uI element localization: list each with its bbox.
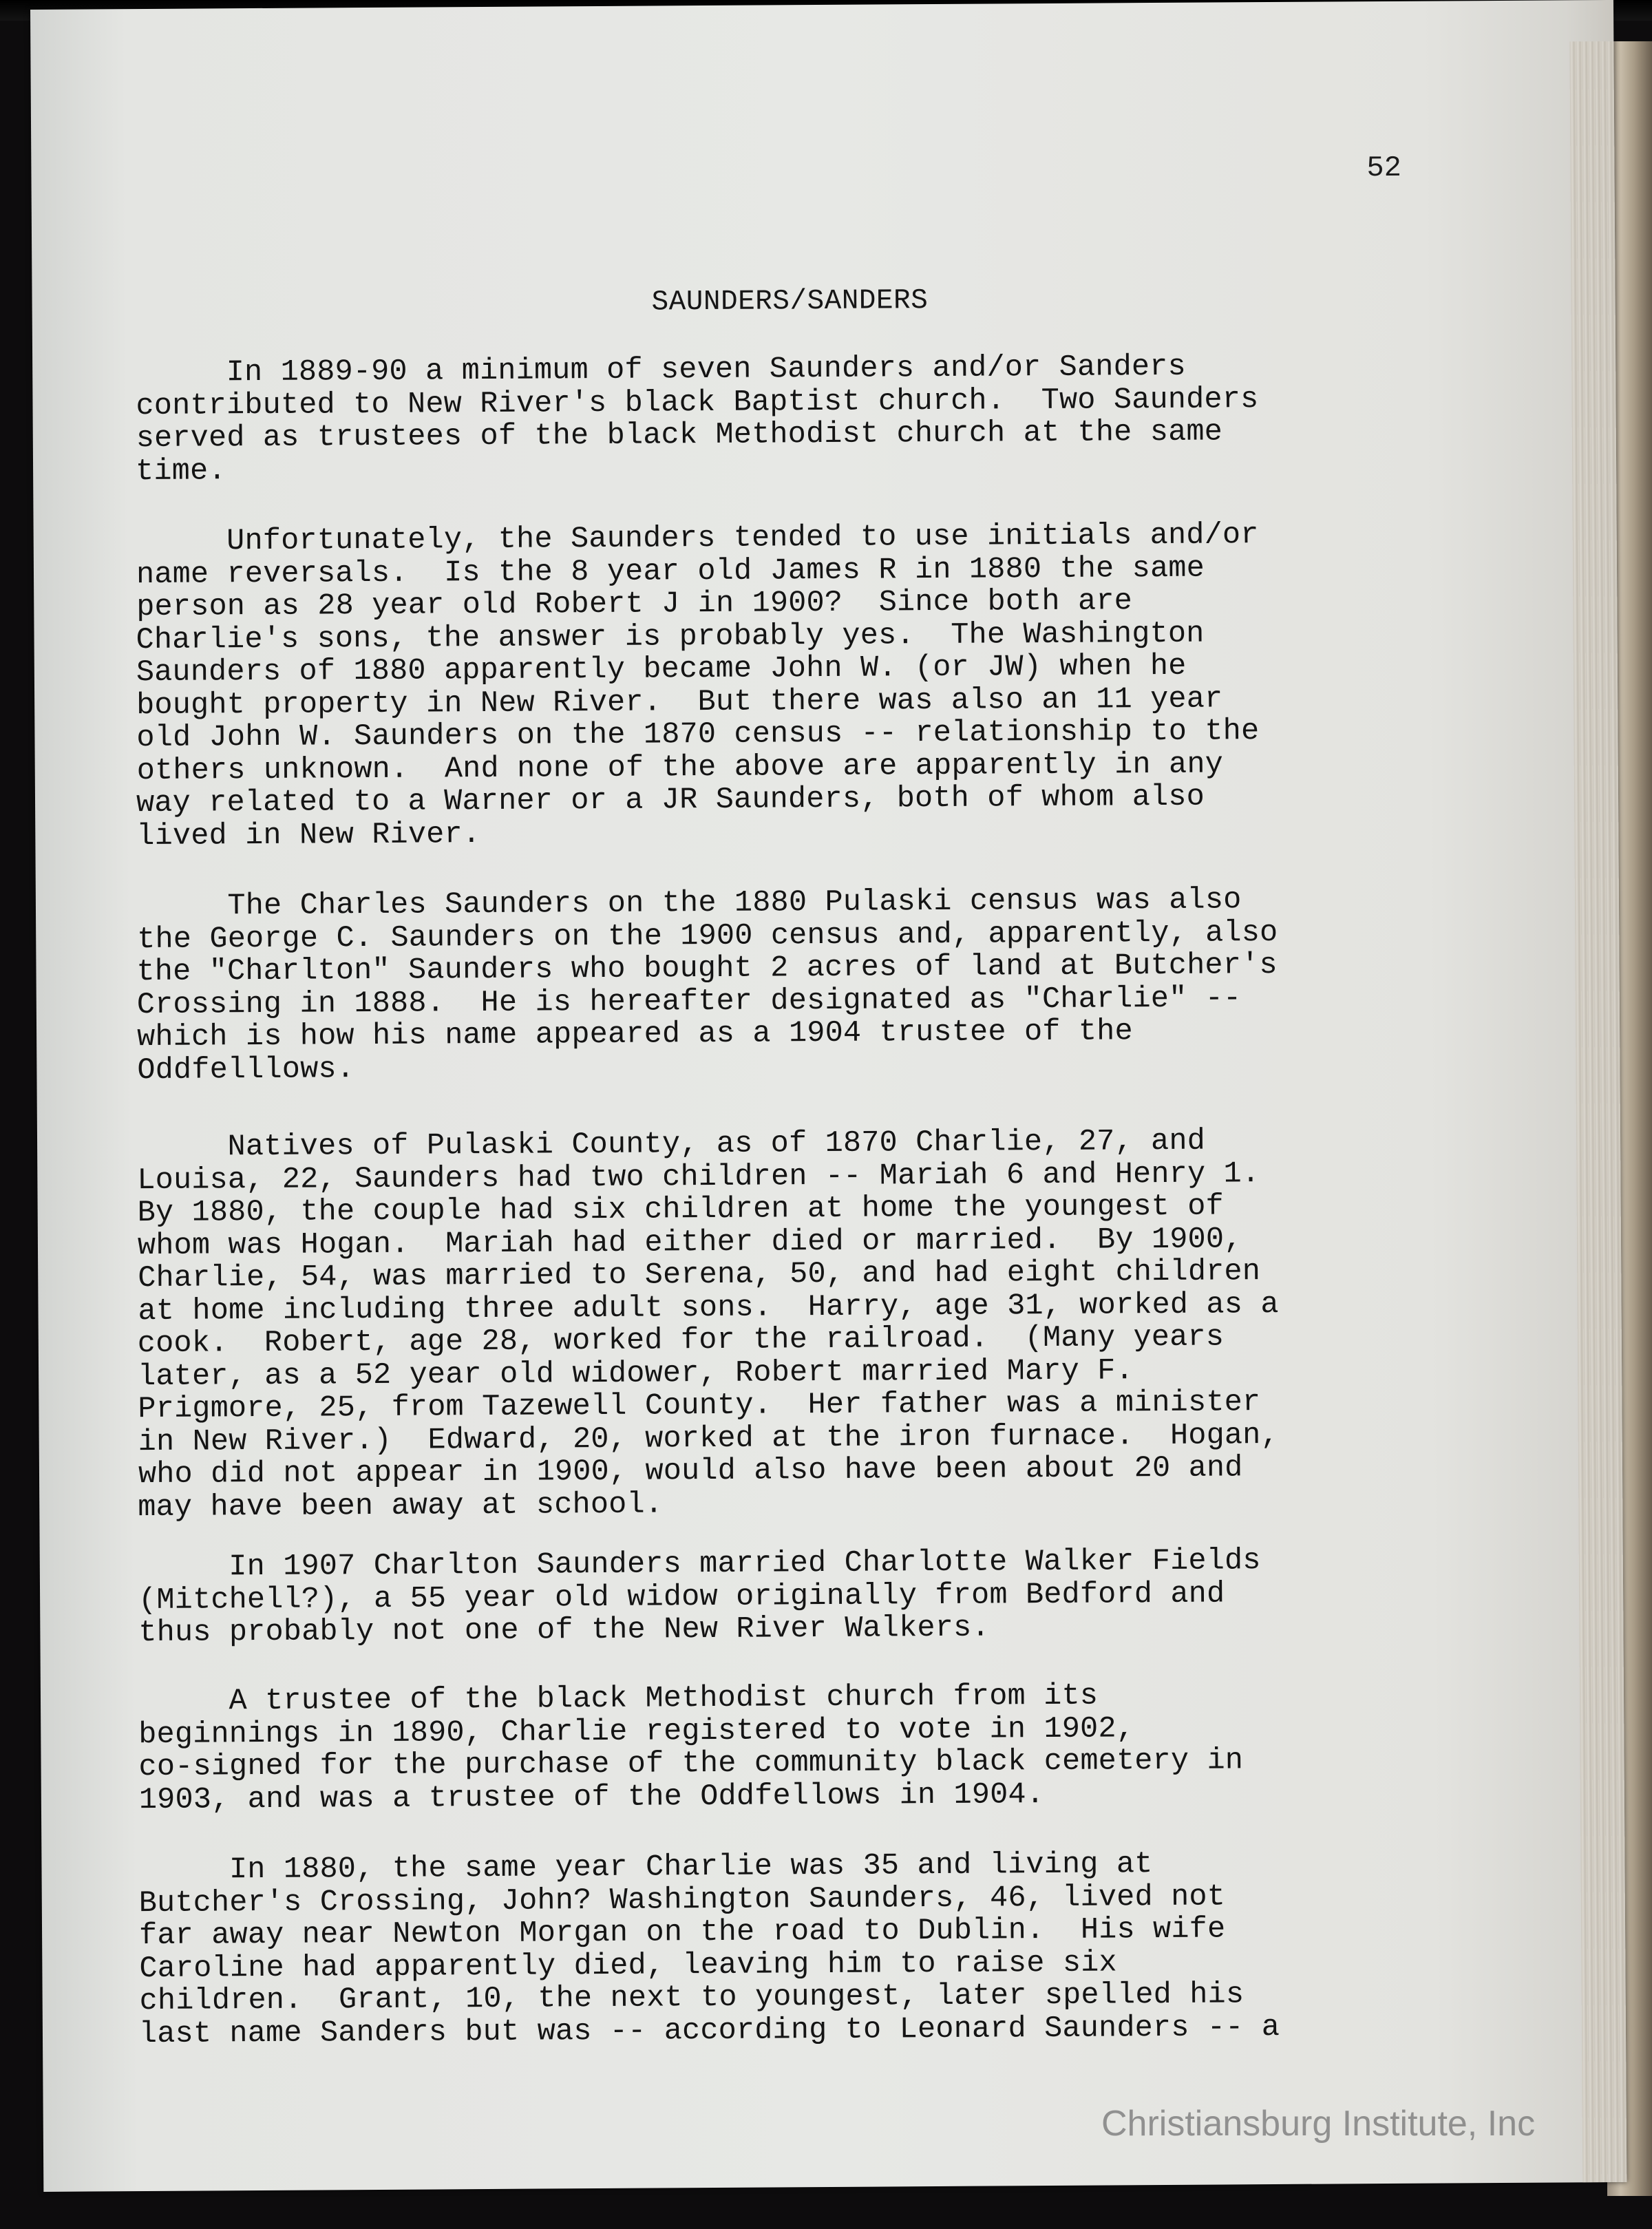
page-title: SAUNDERS/SANDERS bbox=[651, 285, 929, 319]
page-number: 52 bbox=[1366, 151, 1402, 185]
text-line: In 1907 Charlton Saunders married Charlotte Walker Fields bbox=[138, 1544, 1261, 1585]
text-line: bought property in New River. But there was also an 11 year bbox=[136, 682, 1223, 723]
text-line: In 1880, the same year Charlie was 35 and living at bbox=[138, 1848, 1153, 1888]
text-line: cook. Robert, age 28, worked for the railroad. (Many years bbox=[137, 1320, 1225, 1362]
text-line: in New River.) Edward, 20, worked at the iron furnace. Hogan, bbox=[138, 1418, 1280, 1459]
text-line: A trustee of the black Methodist church from its bbox=[138, 1679, 1099, 1720]
text-line: the George C. Saunders on the 1900 census and, apparently, also bbox=[137, 916, 1278, 957]
text-line: whom was Hogan. Mariah had either died or married. By 1900, bbox=[137, 1222, 1242, 1263]
text-line: lived in New River. bbox=[136, 817, 481, 854]
text-line: Saunders of 1880 apparently became John W. (or JW) when he bbox=[136, 649, 1187, 690]
text-line: served as trustees of the black Methodist church at the same bbox=[136, 415, 1223, 456]
text-line: way related to a Warner or a JR Saunders, both of whom also bbox=[136, 780, 1205, 821]
text-line: Charlie, 54, was married to Serena, 50, and had eight children bbox=[138, 1255, 1261, 1296]
text-line: old John W. Saunders on the 1870 census -- relationship to the bbox=[136, 715, 1260, 756]
text-line: Unfortunately, the Saunders tended to use initials and/or bbox=[136, 518, 1259, 560]
text-line: Prigmore, 25, from Tazewell County. Her father was a minister bbox=[138, 1386, 1261, 1427]
text-line: Charlie's sons, the answer is probably yes. The Washington bbox=[136, 617, 1205, 657]
text-line: beginnings in 1890, Charlie registered to vote in 1902, bbox=[138, 1711, 1135, 1752]
text-line: the "Charlton" Saunders who bought 2 acres of land at Butcher's bbox=[136, 948, 1278, 990]
document-page bbox=[30, 0, 1627, 2192]
text-line: By 1880, the couple had six children at home the youngest of bbox=[137, 1190, 1225, 1231]
text-line: later, as a 52 year old widower, Robert married Mary F. bbox=[137, 1353, 1134, 1394]
text-line: Natives of Pulaski County, as of 1870 Charlie, 27, and bbox=[136, 1124, 1206, 1165]
text-line: (Mitchell?), a 55 year old widow originally from Bedford and bbox=[138, 1576, 1225, 1618]
text-line: contributed to New River's black Baptist church. Two Saunders bbox=[136, 382, 1259, 423]
text-line: who did not appear in 1900, would also have been about 20 and bbox=[138, 1451, 1243, 1492]
text-line: children. Grant, 10, the next to youngest, later spelled his bbox=[139, 1978, 1245, 2019]
text-line: Crossing in 1888. He is hereafter designated as "Charlie" -- bbox=[136, 981, 1242, 1022]
text-line: last name Sanders but was -- according to Leonard Saunders -- a bbox=[138, 2010, 1280, 2051]
text-line: co-signed for the purchase of the community black cemetery in bbox=[138, 1744, 1244, 1785]
text-line: Louisa, 22, Saunders had two children -- Mariah 6 and Henry 1. bbox=[137, 1156, 1260, 1198]
text-line: name reversals. Is the 8 year old James R in 1880 the same bbox=[136, 551, 1205, 592]
text-line: others unknown. And none of the above are apparently in any bbox=[136, 747, 1224, 788]
text-line: In 1889-90 a minimum of seven Saunders and/or Sanders bbox=[136, 350, 1187, 391]
text-line: Oddfelllows. bbox=[137, 1052, 355, 1088]
text-line: 1903, and was a trustee of the Oddfellows in 1904. bbox=[138, 1777, 1045, 1817]
text-line: The Charles Saunders on the 1880 Pulaski census was also bbox=[136, 883, 1242, 925]
text-line: at home including three adult sons. Harry, age 31, worked as a bbox=[138, 1287, 1279, 1329]
text-line: far away near Newton Morgan on the road to Dublin. His wife bbox=[138, 1912, 1226, 1954]
text-line: may have been away at school. bbox=[138, 1487, 664, 1525]
text-line: thus probably not one of the New River Walkers. bbox=[138, 1611, 990, 1651]
text-line: time. bbox=[135, 454, 226, 489]
watermark: Christiansburg Institute, Inc bbox=[1101, 2104, 1536, 2144]
text-line: Caroline had apparently died, leaving him to raise six bbox=[139, 1945, 1117, 1986]
text-line: Butcher's Crossing, John? Washington Saunders, 46, lived not bbox=[138, 1879, 1226, 1921]
text-line: person as 28 year old Robert J in 1900? Since both are bbox=[136, 584, 1133, 625]
text-line: which is how his name appeared as a 1904 trustee of the bbox=[136, 1015, 1133, 1055]
